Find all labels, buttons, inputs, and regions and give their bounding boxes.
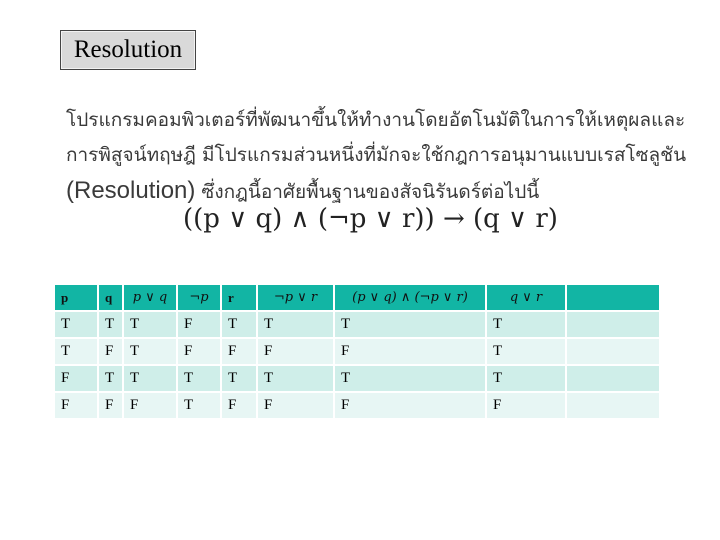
cell: T [177,365,221,392]
table-row [54,365,660,392]
cell: T [123,338,177,365]
header-empty [566,284,660,311]
header-q: q [98,284,123,311]
truth-table [53,283,661,420]
cell: F [98,338,123,365]
cell: T [486,365,566,392]
cell: T [486,311,566,338]
cell [566,365,660,392]
cell: F [177,338,221,365]
resolution-term: (Resolution) [66,177,196,204]
cell: F [257,392,334,419]
table-row [54,392,660,419]
cell: T [257,311,334,338]
header-p-or-q: p ∨ q [123,284,177,311]
cell: T [221,365,257,392]
header-p: p [54,284,98,311]
paragraph-line-3-text: ซึ่งกฎนี้อาศัยพื้นฐานของสัจนิรันดร์ต่อไปนี้ [195,181,540,203]
cell: T [334,365,486,392]
cell: T [257,365,334,392]
header-not-p-or-r: ¬p ∨ r [257,284,334,311]
cell: F [98,392,123,419]
cell: T [98,365,123,392]
cell: T [221,311,257,338]
slide-title: Resolution [60,30,196,70]
table-row [54,311,660,338]
cell: T [54,311,98,338]
cell: F [486,392,566,419]
tautology-formula: ((p ∨ q) ∧ (¬p ∨ r)) → (q ∨ r) [183,204,558,234]
paragraph-line-2: การพิสูจน์ทฤษฎี มีโปรแกรมส่วนหนึ่งที่มักจะใช้กฎการอนุมานแบบเรสโซลูชัน [66,144,687,166]
cell [566,392,660,419]
cell: T [54,338,98,365]
cell: F [334,392,486,419]
cell: F [123,392,177,419]
cell: F [257,338,334,365]
header-conjunction: (p ∨ q) ∧ (¬p ∨ r) [334,284,486,311]
paragraph-line-1: โปรแกรมคอมพิวเตอร์ที่พัฒนาขึ้นให้ทำงานโดยอัตโนมัติในการให้เหตุผลและ [66,109,686,131]
cell: F [221,392,257,419]
table-row [54,338,660,365]
header-r: r [221,284,257,311]
cell [566,311,660,338]
cell: T [98,311,123,338]
cell: F [177,311,221,338]
header-q-or-r: q ∨ r [486,284,566,311]
cell: T [334,311,486,338]
cell: F [54,365,98,392]
cell: T [177,392,221,419]
cell: T [486,338,566,365]
header-not-p: ¬p [177,284,221,311]
cell: F [54,392,98,419]
cell: F [221,338,257,365]
cell [566,338,660,365]
cell: F [334,338,486,365]
cell: T [123,365,177,392]
cell: T [123,311,177,338]
description-paragraph [66,103,687,210]
truth-table-header-row [54,284,660,311]
